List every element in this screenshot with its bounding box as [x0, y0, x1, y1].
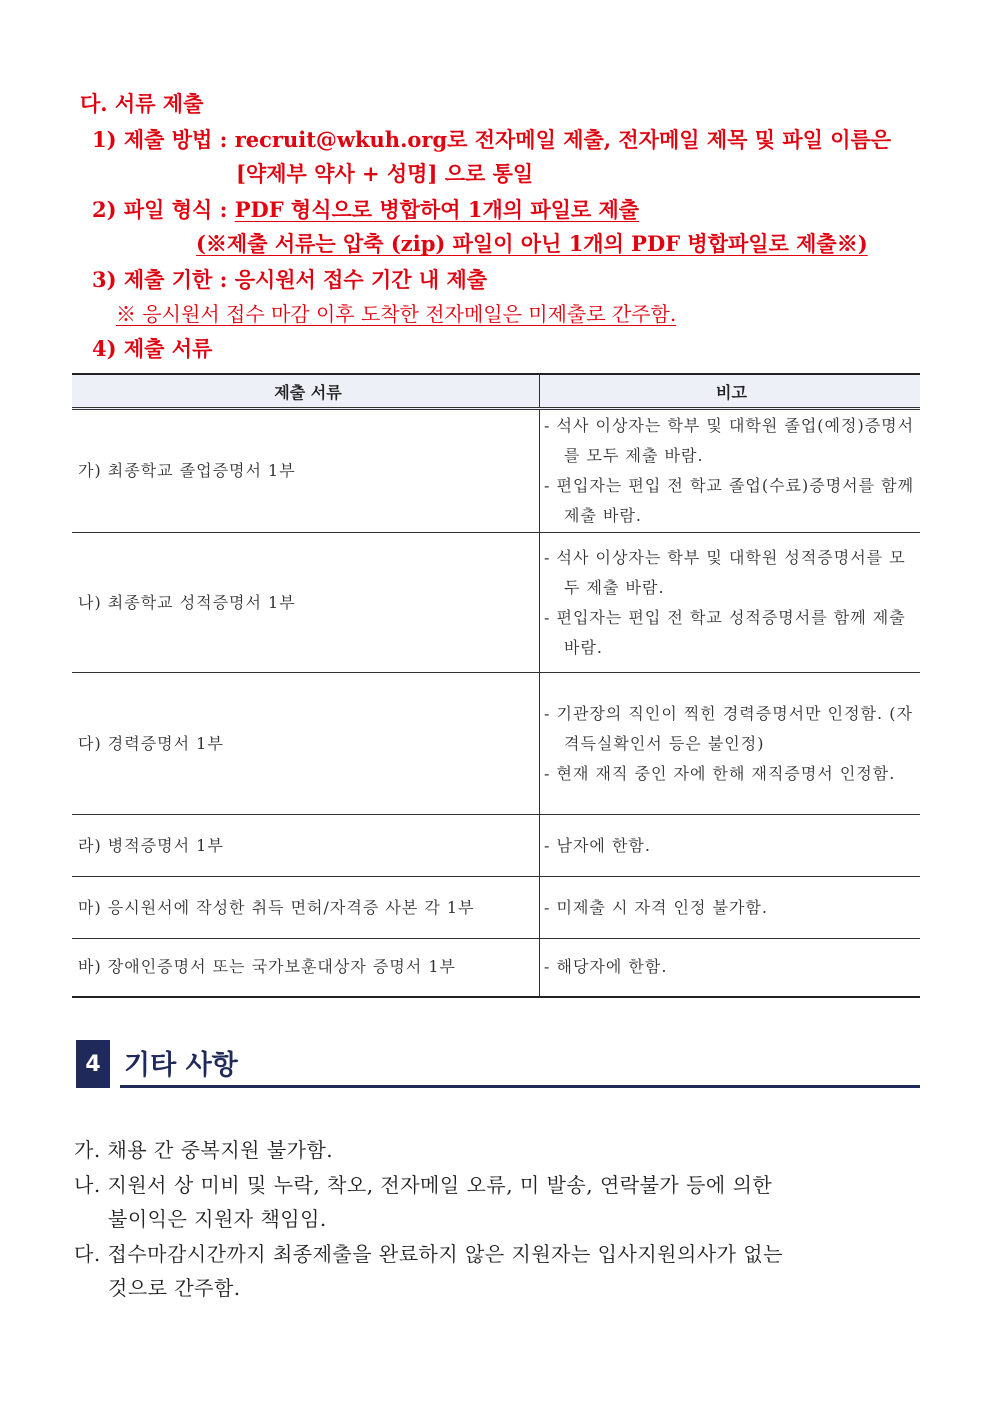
doc-cell: 마) 응시원서에 작성한 취득 면허/자격증 사본 각 1부: [72, 877, 540, 939]
submit-method-line-cont: [약제부 약사 + 성명] 으로 통일: [236, 161, 534, 186]
note-item: - 편입자는 편입 전 학교 성적증명서를 함께 제출 바람.: [544, 607, 906, 657]
list-item-text: 가. 채용 간 중복지원 불가함.: [74, 1138, 334, 1162]
section-heading: 기타 사항: [124, 1050, 238, 1081]
list-item: [74, 1168, 772, 1236]
header-notes: 비고: [540, 374, 921, 409]
list-item-text-cont: 것으로 간주함.: [108, 1276, 241, 1300]
table-header-row: [72, 374, 920, 409]
table-row: [72, 533, 920, 673]
notes-cell: [540, 939, 921, 997]
list-item-text: 다. 접수마감시간까지 최종제출을 완료하지 않은 지원자는 입사지원의사가 없는: [74, 1242, 783, 1266]
list-item: [74, 1133, 333, 1167]
section-number-badge: 4: [76, 1040, 110, 1088]
file-format-note: (※제출 서류는 압축 (zip) 파일이 아닌 1개의 PDF 병합파일로 제출※): [196, 231, 868, 256]
note-item: - 석사 이상자는 학부 및 대학원 졸업(예정)증명서를 모두 제출 바람.: [544, 416, 915, 465]
table-row: [72, 939, 920, 997]
notes-cell: [540, 877, 921, 939]
note-item: - 해당자에 한함.: [544, 957, 668, 977]
note-item: - 기관장의 직인이 찍힌 경력증명서만 인정함. (자격득실확인서 등은 불인정): [544, 703, 913, 753]
notes-cell: [540, 533, 921, 673]
note-item: - 현재 재직 중인 자에 한해 재직증명서 인정함.: [544, 763, 896, 783]
section-divider: [120, 1085, 920, 1088]
note-item: - 남자에 한함.: [544, 835, 651, 855]
notes-cell: [540, 815, 921, 877]
notes-cell: [540, 673, 921, 815]
section-title: 다. 서류 제출: [80, 91, 204, 116]
table-row: [72, 409, 920, 533]
list-item: [74, 1237, 783, 1305]
file-format-label: 2) 파일 형식 :: [92, 197, 235, 222]
file-format-value: PDF 형식으로 병합하여 1개의 파일로 제출: [234, 197, 640, 222]
documents-table: [72, 373, 920, 998]
file-format-line: [92, 194, 639, 224]
list-item-text: 나. 지원서 상 미비 및 누락, 착오, 전자메일 오류, 미 발송, 연락불가 등에 의한: [74, 1173, 773, 1197]
table-row: [72, 673, 920, 815]
doc-cell: 다) 경력증명서 1부: [72, 673, 540, 815]
doc-cell: 나) 최종학교 성적증명서 1부: [72, 533, 540, 673]
submit-method-line: 1) 제출 방법 : recruit@wkuh.org로 전자메일 제출, 전자메일 제목 및 파일 이름은: [92, 127, 892, 152]
deadline-note: ※ 응시원서 접수 마감 이후 도착한 전자메일은 미제출로 간주함.: [116, 302, 677, 326]
list-item-text-cont: 불이익은 지원자 책임임.: [108, 1207, 327, 1231]
doc-cell: 라) 병적증명서 1부: [72, 815, 540, 877]
docs-heading: 4) 제출 서류: [92, 336, 213, 361]
doc-cell: 가) 최종학교 졸업증명서 1부: [72, 409, 540, 533]
submit-deadline-line: 3) 제출 기한 : 응시원서 접수 기간 내 제출: [92, 267, 488, 292]
doc-cell: 바) 장애인증명서 또는 국가보훈대상자 증명서 1부: [72, 939, 540, 997]
note-item: - 석사 이상자는 학부 및 대학원 성적증명서를 모두 제출 바람.: [544, 547, 906, 597]
note-item: - 편입자는 편입 전 학교 졸업(수료)증명서를 함께 제출 바람.: [544, 476, 915, 525]
notes-cell: [540, 409, 921, 533]
header-docs: 제출 서류: [72, 374, 540, 409]
table-row: [72, 877, 920, 939]
note-item: - 미제출 시 자격 인정 불가함.: [544, 897, 768, 917]
table-row: [72, 815, 920, 877]
